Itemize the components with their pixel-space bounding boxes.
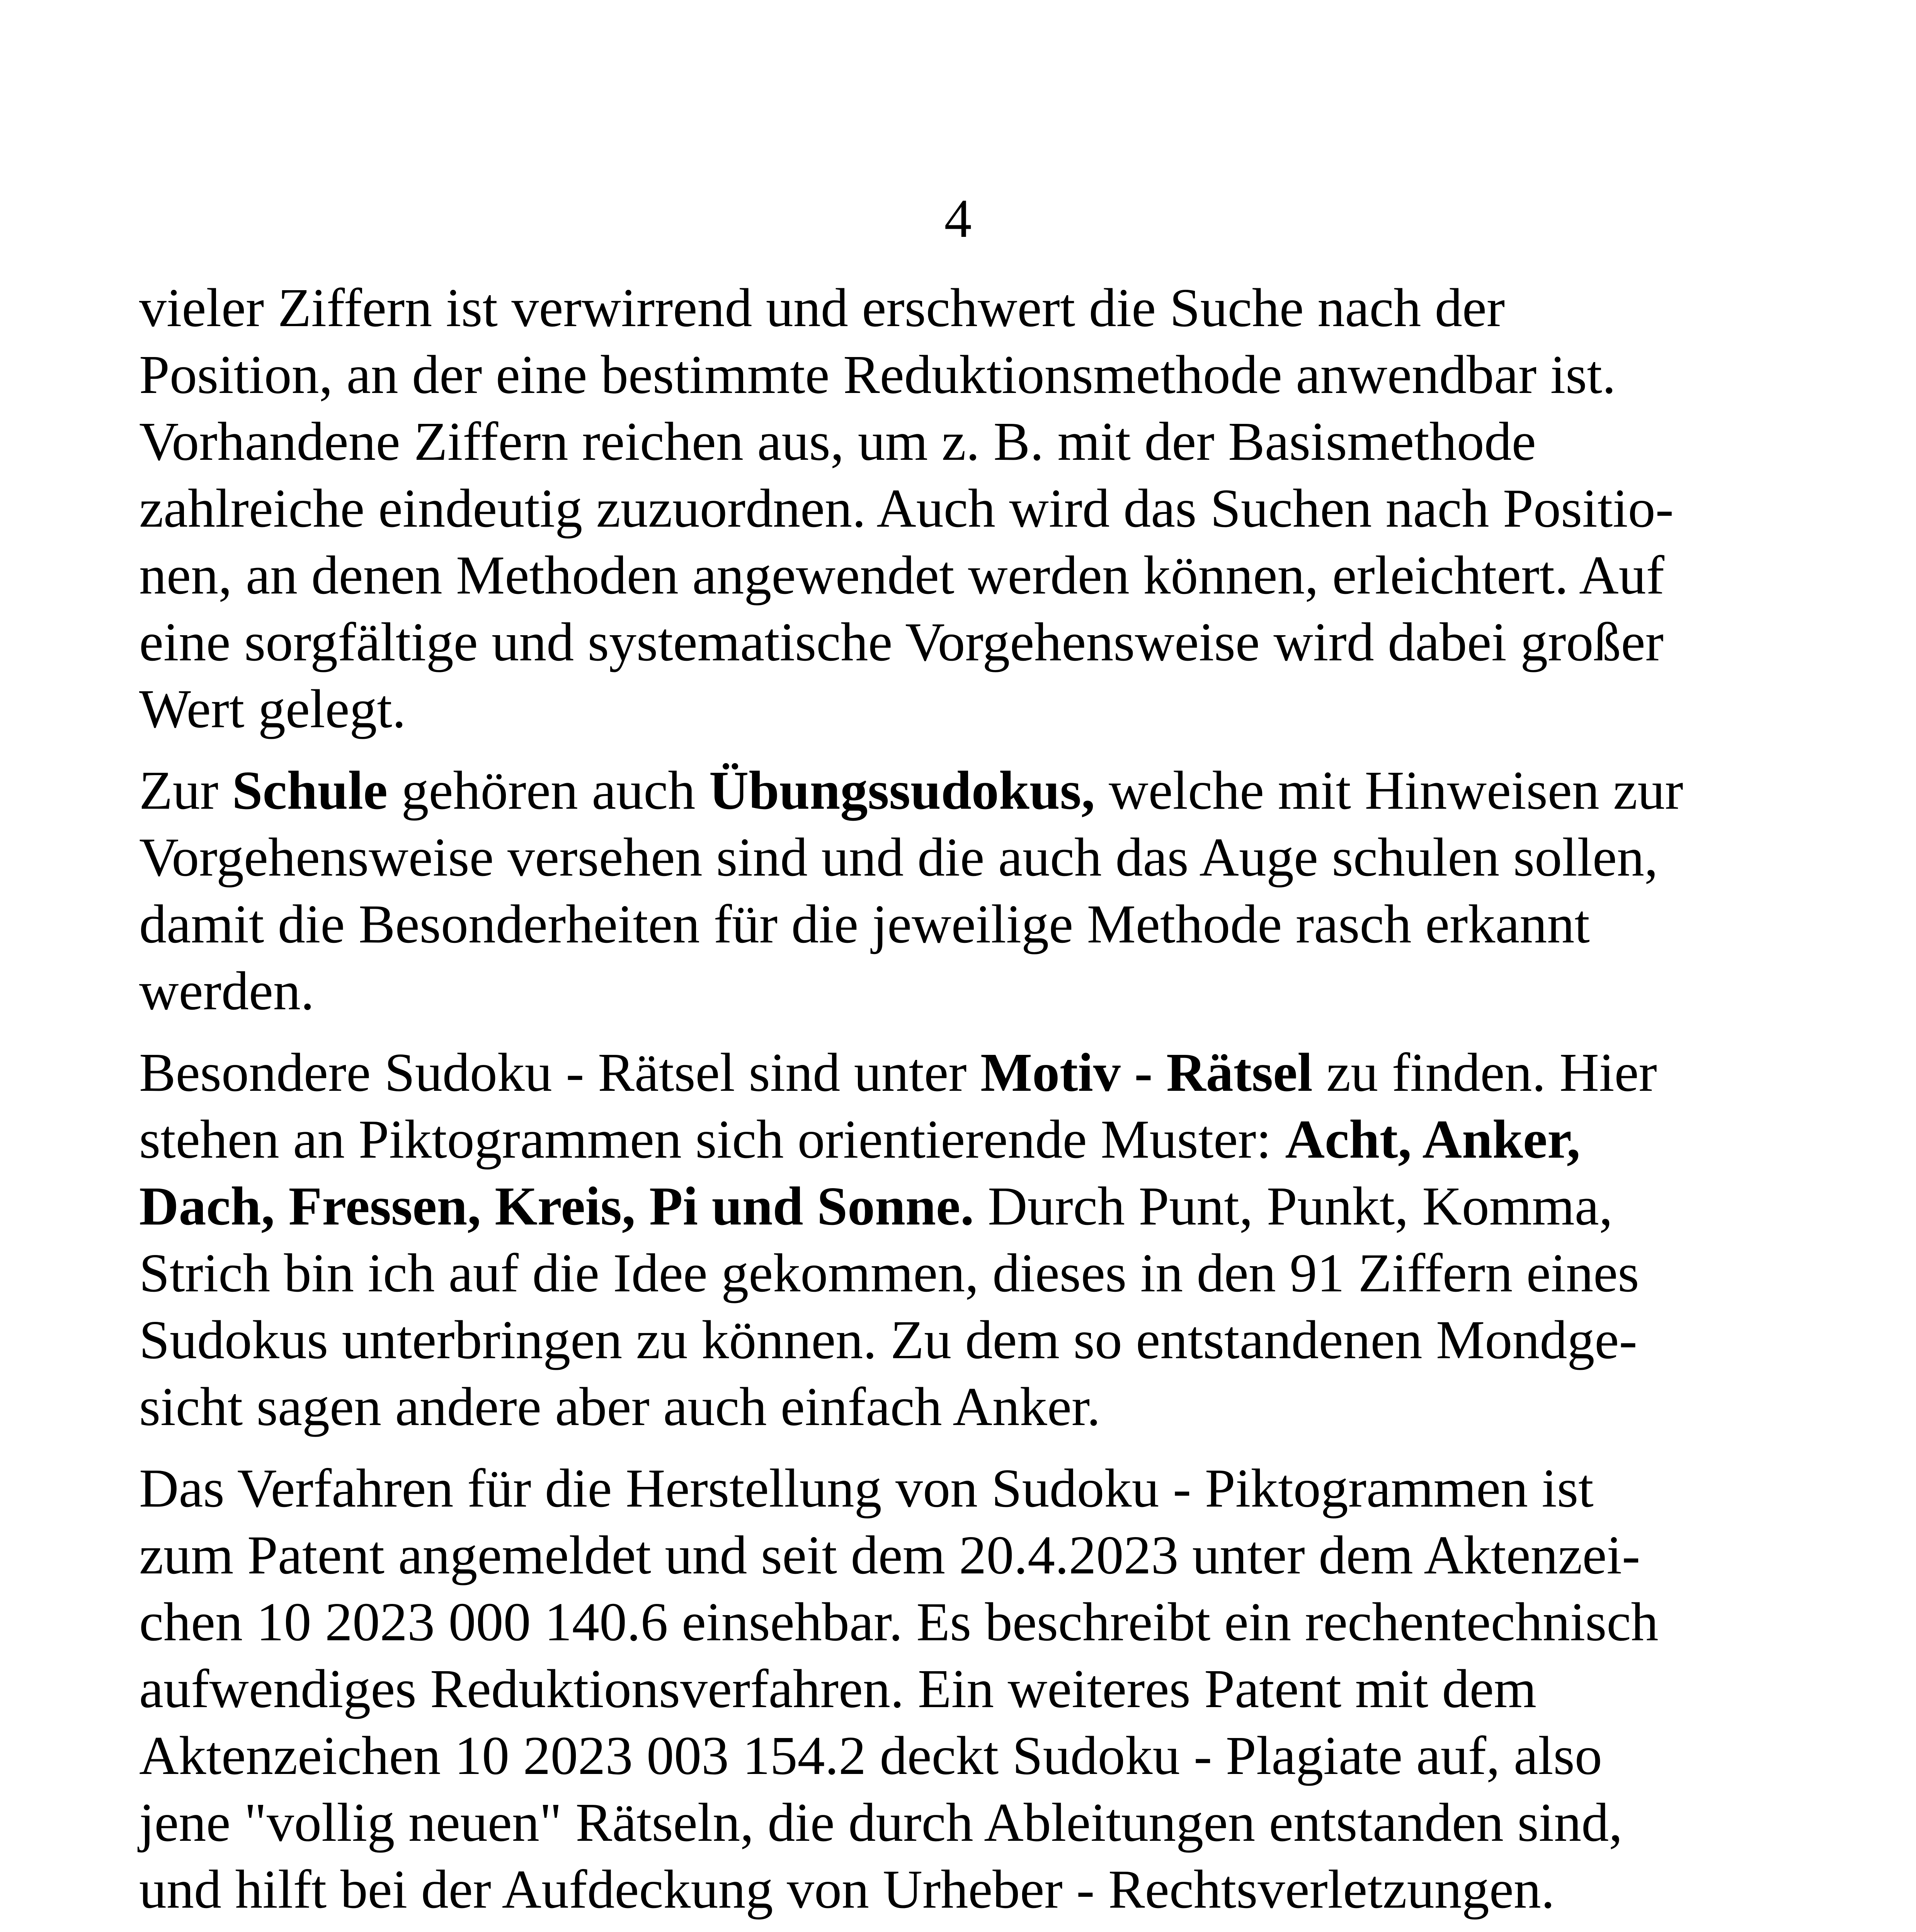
text-segment: Vorhandene Ziffern reichen aus, um z. B. mit der Basismethode	[139, 411, 1536, 472]
text-line	[139, 274, 1789, 341]
body-text	[139, 274, 1789, 1932]
bold-text: Schule	[232, 760, 388, 821]
text-segment: Besondere Sudoku - Rätsel sind unter	[139, 1042, 981, 1103]
text-line	[139, 542, 1789, 609]
text-segment: stehen an Piktogrammen sich orientierende Muster:	[139, 1109, 1285, 1170]
bold-text: Acht, Anker,	[1285, 1109, 1581, 1170]
text-line	[139, 408, 1789, 475]
bold-text: Motiv - Rätsel	[980, 1042, 1313, 1103]
text-segment: gehören auch	[387, 760, 709, 821]
text-segment: Sudokus unterbringen zu können. Zu dem so entstandenen Mondge-	[139, 1309, 1637, 1370]
paragraph	[139, 757, 1789, 1024]
text-segment: und hilft bei der Aufdeckung von Urheber - Rechtsverletzungen.	[139, 1859, 1555, 1920]
text-segment: nen, an denen Methoden angewendet werden können, erleichtert. Auf	[139, 544, 1664, 605]
text-line	[139, 1722, 1789, 1789]
text-line	[139, 475, 1789, 542]
text-line	[139, 1240, 1789, 1306]
text-line	[139, 609, 1789, 675]
text-segment: werden.	[139, 960, 315, 1021]
text-line	[139, 1373, 1789, 1440]
text-segment: welche mit Hinweisen zur	[1095, 760, 1683, 821]
paragraph	[139, 1039, 1789, 1440]
text-segment: Position, an der eine bestimmte Reduktionsmethode anwendbar ist.	[139, 344, 1616, 405]
text-line	[139, 957, 1789, 1024]
text-segment: chen 10 2023 000 140.6 einsehbar. Es beschreibt ein rechentechnisch	[139, 1591, 1659, 1652]
text-segment: jene "vollig neuen" Rätseln, die durch Ableitungen entstanden sind,	[139, 1792, 1623, 1853]
text-line	[139, 1856, 1789, 1923]
text-line	[139, 1106, 1789, 1173]
page-number: 4	[944, 188, 972, 249]
text-line	[139, 757, 1789, 824]
paragraph	[139, 274, 1789, 742]
text-line	[139, 824, 1789, 891]
text-segment: Das Verfahren für die Herstellung von Sudoku - Piktogrammen ist	[139, 1458, 1594, 1519]
bold-text: Übungssudokus,	[709, 760, 1095, 821]
text-line	[139, 1306, 1789, 1373]
text-line	[139, 1455, 1789, 1522]
text-segment: sicht sagen andere aber auch einfach Anker.	[139, 1376, 1101, 1437]
text-segment: Strich bin ich auf die Idee gekommen, dieses in den 91 Ziffern eines	[139, 1242, 1639, 1303]
bold-text: Dach, Fressen, Kreis, Pi und Sonne.	[139, 1175, 974, 1236]
text-segment: damit die Besonderheiten für die jeweilige Methode rasch erkannt	[139, 893, 1590, 954]
paragraph	[139, 1455, 1789, 1923]
text-segment: vieler Ziffern ist verwirrend und erschwert die Suche nach der	[139, 277, 1505, 338]
text-line	[139, 1789, 1789, 1856]
text-segment: Aktenzeichen 10 2023 003 154.2 deckt Sudoku - Plagiate auf, also	[139, 1725, 1602, 1786]
text-line	[139, 675, 1789, 742]
text-line	[139, 1039, 1789, 1106]
text-segment: Zur	[139, 760, 232, 821]
text-segment: zum Patent angemeldet und seit dem 20.4.2023 unter dem Aktenzei-	[139, 1524, 1640, 1585]
text-segment: Vorgehensweise versehen sind und die auch das Auge schulen sollen,	[139, 827, 1658, 888]
text-line	[139, 1522, 1789, 1588]
text-segment: aufwendiges Reduktionsverfahren. Ein weiteres Patent mit dem	[139, 1658, 1537, 1719]
text-segment: Durch Punt, Punkt, Komma,	[974, 1175, 1613, 1236]
text-segment: Wert gelegt.	[139, 678, 406, 739]
text-line	[139, 1173, 1789, 1240]
text-line	[139, 341, 1789, 408]
text-line	[139, 1655, 1789, 1722]
text-segment: eine sorgfältige und systematische Vorgehensweise wird dabei großer	[139, 611, 1664, 672]
text-line	[139, 1588, 1789, 1655]
text-line	[139, 891, 1789, 957]
text-segment: zahlreiche eindeutig zuzuordnen. Auch wird das Suchen nach Positio-	[139, 478, 1674, 539]
text-segment: zu finden. Hier	[1312, 1042, 1657, 1103]
